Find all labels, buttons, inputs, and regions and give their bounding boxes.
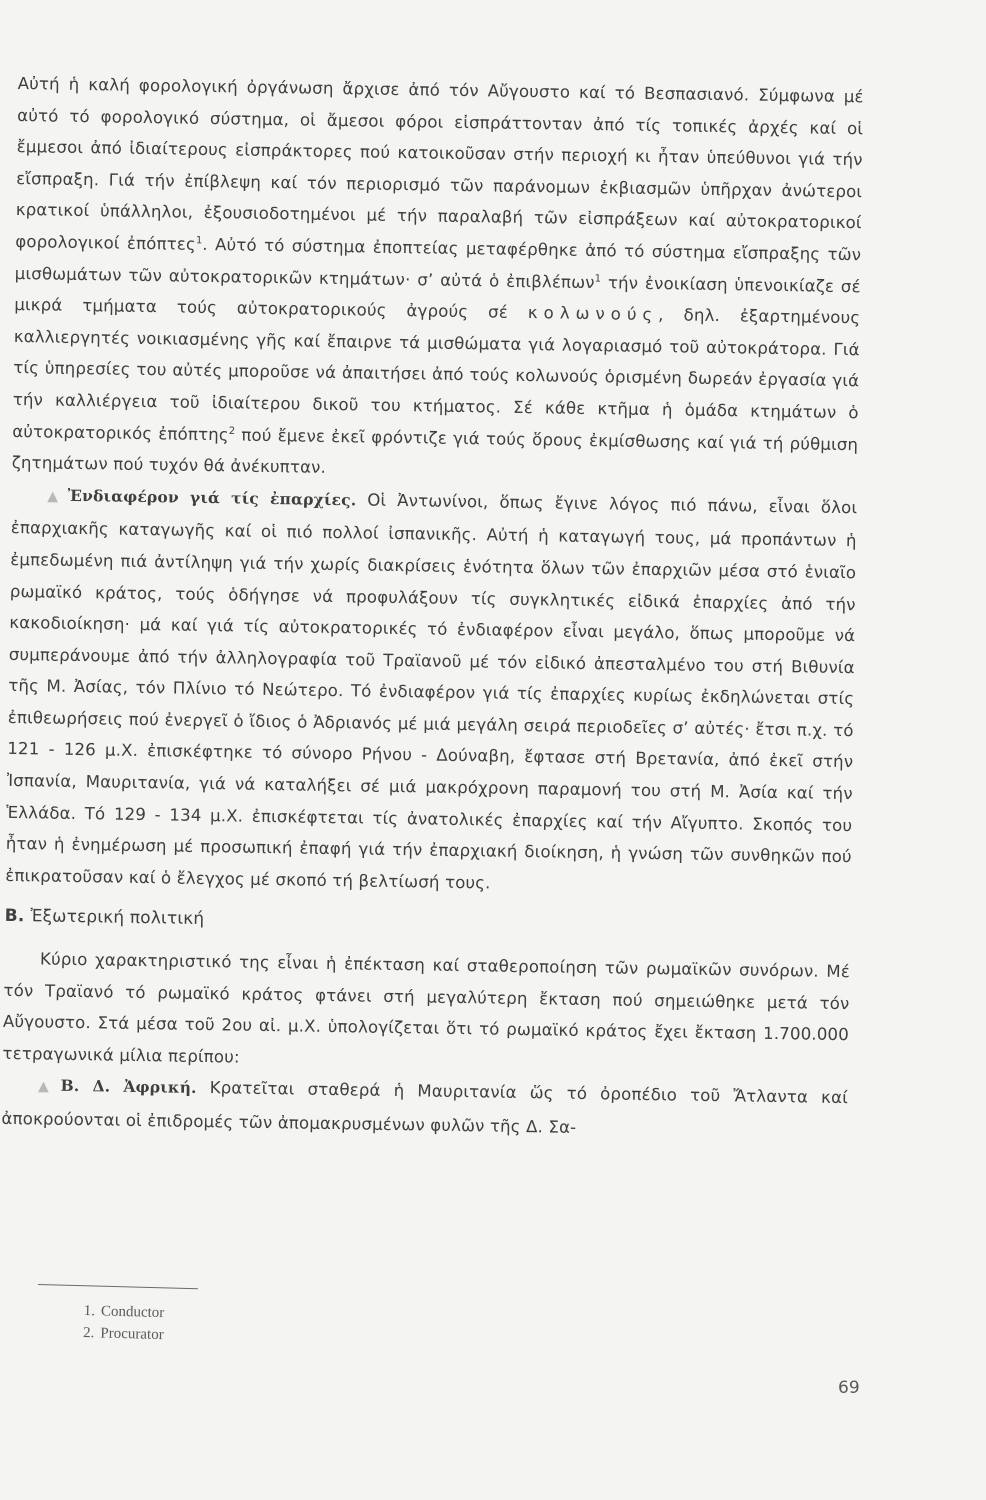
section-title: Ἐξωτερική πολιτική <box>30 906 205 930</box>
triangle-marker-icon: ▲ <box>47 488 64 505</box>
paragraph-text: τήν ἐνοικίαση ὑπενοικίαζε σέ μικρά τμήματα τούς αὐτοκρατορικούς ἀγρούς σέ <box>14 272 861 323</box>
footnote-ref: 2 <box>228 425 236 437</box>
footnote-ref: 1 <box>594 273 602 285</box>
paragraph-provinces <box>5 479 857 905</box>
paragraph-text: . Αὐτό τό σύστημα ἐποπτείας μεταφέρθηκε ἀπό τό σύστημα εἴσπραξης τῶν μισθωμάτων τῶν αὐτοκρατορικῶν κτημάτων· σ’ αὐτά ὁ ἐπιβλέπων <box>14 234 862 292</box>
footnote-ref: 1 <box>195 235 203 247</box>
spaced-term-colonus: κολωνούς <box>527 303 659 325</box>
section-heading-b <box>4 901 850 946</box>
paragraph-text: Οἱ Ἀντωνίνοι, ὅπως ἔγινε λόγος πιό πάνω, εἶναι ὅλοι ἐπαρχιακῆς καταγωγῆς καί οἱ πιό πολλοί ἰσπανικῆς. Αὐτή ἡ καταγωγή τους, μά προπάντων ἡ ἐμπεδωμένη πιά ἀντίληψη γιά τήν χωρίς διακρίσεις ἑνότητα ὅλων τῶν ἐπαρχιῶν μέσα στό ἑνιαῖο ρωμαϊκό κράτος, τούς ὁδήγησε νά προφυλάξουν τίς συγκλητικές εἰδικά ἐπαρχίες ἀπό τήν κακοδιοίκηση· μά καί γιά τίς αὐτοκρατορικές τό ἐνδιαφέρον εἶναι μεγάλο, ὅπως μποροῦμε νά συμπεράνουμε ἀπό τήν ἀλληλογραφία τοῦ Τραϊανοῦ μέ τόν εἰδικό ἀπεσταλμένο του στή Βιθυνία τῆς Μ. Ἀσίας, τόν Πλίνιο τό Νεώτερο. Τό ἐνδιαφέρον γιά τίς ἐπαρχίες κυρίως ἐκδηλώνεται στίς ἐπιθεωρήσεις πού ἐνεργεῖ ὁ ἴδιος ὁ Ἀδριανός μέ μιά μεγάλη σειρά περιοδεῖες σ’ αὐτές· ἔτσι π.χ. τό 121 - 126 μ.Χ. ἐπισκέφτηκε τό σύνορο Ρήνου - Δούναβη, ἔφτασε στή Βρετανία, ἀπό ἐκεῖ στήν Ἰσπανία, Μαυριτανία, γιά νά καταλήξει σέ μιά μακρόχρονη παραμονή του στή Μ. Ἀσία καί τήν Ἑλλάδα. Τό 129 - 134 μ.Χ. ἐπισκέφτεται τίς ἀνατολικές ἐπαρχίες καί τήν Αἴγυπτο. Σκοπός του ἦταν ἡ ἐνημέρωση μέ προσωπική ἐπαφή γιά τήν ἐπαρχιακή διοίκηση, ἡ γνώση τῶν συνθηκῶν πού ἐπικρατοῦσαν καί ὁ ἔλεγχος μέ σκοπό τή βελτίωσή τους. <box>5 490 858 893</box>
subheading-nw-africa: Β. Δ. Ἀφρική. <box>60 1076 197 1098</box>
footnotes <box>83 1300 165 1346</box>
footnote-number: 2. <box>82 1324 95 1342</box>
paragraph-text: Αὐτή ἡ καλή φορολογική ὀργάνωση ἄρχισε ἀπό τόν Αὔγουστο καί τό Βεσπασιανό. Σύμφωνα μέ αὐτό τό φορολογικό σύστημα, οἱ ἄμεσοι φόροι εἰσπράττονταν ἀπό τίς τοπικές ἀρχές καί οἱ ἔμμεσοι ἀπό ἰδιαίτερους εἰσπράκτορες πού κατοικοῦσαν στήν περιοχή κι ἦταν ὑπεύθυνοι γιά τήν εἴσπραξη. Γιά τήν ἐπίβλεψη καί τόν περιορισμό τῶν παράνομων ἐκβιασμῶν ὑπῆρχαν ἀνώτεροι κρατικοί ὑπάλληλοι, ἐξουσιοδοτημένοι μέ τήν παραλαβή τῶν εἰσπράξεων καί αὐτοκρατορικοί φορολογικοί ἐπόπτες <box>15 73 864 254</box>
footnote-text: Conductor <box>100 1303 165 1322</box>
paragraph-taxation <box>12 68 864 492</box>
paragraph-text: Κύριο χαρακτηριστικό της εἶναι ἡ ἐπέκταση καί σταθεροποίηση τῶν ρωμαϊκῶν συνόρων. Μέ τόν Τραϊανό τό ρωμαϊκό κράτος φτάνει στή μεγαλύτερη ἔκταση πού σημειώθηκε μετά τόν Αὔγουστο. Στά μέσα τοῦ 2ου αἰ. μ.Χ. ὑπολογίζεται ὅτι τό ρωμαϊκό κράτος ἔχει ἔκταση 1.700.000 τετραγωνικά μίλια περίπου: <box>2 949 851 1067</box>
footnote-divider <box>38 1284 198 1289</box>
section-letter: Β. <box>4 906 25 927</box>
paragraph-text: Κρατεῖται σταθερά ἡ Μαυριτανία ὥς τό ὀροπέδιο τοῦ Ἄτλαντα καί ἀποκρούονται οἱ ἐπιδρομές τῶν ἀπομακρυσμένων φυλῶν τῆς Δ. Σα- <box>1 1078 849 1137</box>
main-text-block <box>1 68 864 1148</box>
subheading-provinces: Ἐνδιαφέρον γιά τίς ἐπαρχίες. <box>67 485 357 510</box>
footnote-item <box>83 1300 164 1324</box>
paragraph-nw-africa <box>1 1069 848 1147</box>
footnote-number: 1. <box>83 1302 96 1320</box>
footnote-text: Procurator <box>100 1325 164 1344</box>
paragraph-text: πού ἔμενε ἐκεῖ φρόντιζε γιά τούς ὅρους ἐκμίσθωσης καί γιά τή ρύθμιση ζητημάτων πού τυχόν θά ἀνέκυπταν. <box>11 424 859 478</box>
paragraph-text: , δηλ. ἐξαρτημένους καλλιεργητές νοικιασμένης γῆς καί ἔπαιρνε τά μισθώματα γιά λογαριασμό τοῦ αὐτοκράτορα. Γιά τίς ὑπηρεσίες του αὐτές μποροῦσε νά ἀπαιτήσει ἀπό τούς κολωνούς ὁρισμένη δωρεάν ἐργασία γιά τήν καλλιέργεια τοῦ ἰδιαίτερου δικοῦ του κτήματος. Σέ κάθε κτῆμα ἡ ὁμάδα κτημάτων ὁ αὐτοκρατορικός ἐπόπτης <box>12 305 861 444</box>
paragraph-foreign-policy <box>2 943 850 1083</box>
page-number: 69 <box>838 1378 860 1398</box>
triangle-marker-icon: ▲ <box>37 1078 57 1096</box>
footnote-item <box>83 1322 164 1346</box>
